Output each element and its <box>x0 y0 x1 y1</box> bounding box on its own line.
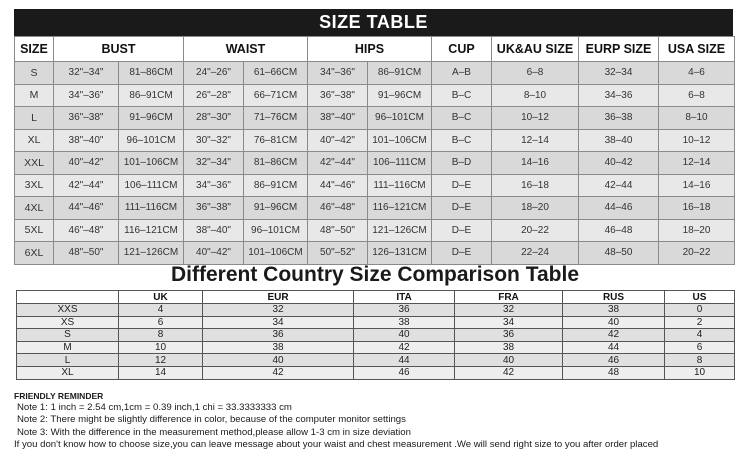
comparison-table-title: Different Country Size Comparison Table <box>171 263 579 286</box>
bust-cm-cell: 91–96CM <box>119 107 184 130</box>
hips-cm-cell: 91–96CM <box>368 84 432 107</box>
ita-cell: 42 <box>354 341 455 354</box>
waist-cm-cell: 96–101CM <box>244 219 308 242</box>
cup-cell: D–E <box>432 174 492 197</box>
notes-section <box>14 391 744 452</box>
note-3: Note 3: With the difference in the measurement method,please allow 1-3 cm in size deviation <box>17 426 411 438</box>
fra-cell: 32 <box>455 304 563 317</box>
usa-size-cell: 16–18 <box>659 197 735 220</box>
header-eur: EUR <box>203 291 354 304</box>
size-label-cell: M <box>17 341 119 354</box>
us-cell: 4 <box>665 329 735 342</box>
usa-size-cell: 20–22 <box>659 242 735 265</box>
size-cell: XXL <box>15 152 54 175</box>
size-table-row <box>15 129 735 152</box>
hips-inch-cell: 48"–50" <box>308 219 368 242</box>
size-table-row <box>15 174 735 197</box>
cup-cell: A–B <box>432 62 492 85</box>
us-cell: 8 <box>665 354 735 367</box>
bust-inch-cell: 48"–50" <box>54 242 119 265</box>
header-fra: FRA <box>455 291 563 304</box>
eur-cell: 36 <box>203 329 354 342</box>
hips-cm-cell: 121–126CM <box>368 219 432 242</box>
comparison-table-row <box>17 304 735 317</box>
header-ita: ITA <box>354 291 455 304</box>
bust-cm-cell: 86–91CM <box>119 84 184 107</box>
eurp-size-cell: 32–34 <box>579 62 659 85</box>
friendly-reminder-heading: FRIENDLY REMINDER <box>14 391 104 401</box>
size-label-cell: XXS <box>17 304 119 317</box>
bust-cm-cell: 81–86CM <box>119 62 184 85</box>
bust-cm-cell: 101–106CM <box>119 152 184 175</box>
size-table-row <box>15 242 735 265</box>
hips-inch-cell: 44"–46" <box>308 174 368 197</box>
waist-inch-cell: 34"–36" <box>184 174 244 197</box>
comparison-table <box>16 290 735 380</box>
usa-size-cell: 14–16 <box>659 174 735 197</box>
bust-inch-cell: 42"–44" <box>54 174 119 197</box>
uk-au-size-cell: 6–8 <box>492 62 579 85</box>
waist-inch-cell: 38"–40" <box>184 219 244 242</box>
fra-cell: 34 <box>455 316 563 329</box>
rus-cell: 38 <box>563 304 665 317</box>
waist-cm-cell: 81–86CM <box>244 152 308 175</box>
hips-inch-cell: 42"–44" <box>308 152 368 175</box>
waist-cm-cell: 61–66CM <box>244 62 308 85</box>
bust-cm-cell: 96–101CM <box>119 129 184 152</box>
eur-cell: 42 <box>203 366 354 379</box>
uk-au-size-cell: 18–20 <box>492 197 579 220</box>
cup-cell: B–C <box>432 84 492 107</box>
us-cell: 2 <box>665 316 735 329</box>
bust-inch-cell: 36"–38" <box>54 107 119 130</box>
rus-cell: 44 <box>563 341 665 354</box>
bust-inch-cell: 32"–34" <box>54 62 119 85</box>
uk-cell: 14 <box>119 366 203 379</box>
bust-cm-cell: 116–121CM <box>119 219 184 242</box>
bust-inch-cell: 46"–48" <box>54 219 119 242</box>
header-rus: RUS <box>563 291 665 304</box>
size-label-cell: S <box>17 329 119 342</box>
hips-cm-cell: 96–101CM <box>368 107 432 130</box>
waist-cm-cell: 91–96CM <box>244 197 308 220</box>
uk-au-size-cell: 22–24 <box>492 242 579 265</box>
waist-cm-cell: 71–76CM <box>244 107 308 130</box>
hips-inch-cell: 46"–48" <box>308 197 368 220</box>
hips-inch-cell: 50"–52" <box>308 242 368 265</box>
waist-cm-cell: 86–91CM <box>244 174 308 197</box>
cup-cell: D–E <box>432 219 492 242</box>
ita-cell: 36 <box>354 304 455 317</box>
size-table-title: SIZE TABLE <box>14 9 733 36</box>
hips-cm-cell: 86–91CM <box>368 62 432 85</box>
uk-au-size-cell: 10–12 <box>492 107 579 130</box>
usa-size-cell: 18–20 <box>659 219 735 242</box>
uk-au-size-cell: 12–14 <box>492 129 579 152</box>
bust-cm-cell: 111–116CM <box>119 197 184 220</box>
usa-size-cell: 12–14 <box>659 152 735 175</box>
uk-au-size-cell: 20–22 <box>492 219 579 242</box>
us-cell: 0 <box>665 304 735 317</box>
rus-cell: 48 <box>563 366 665 379</box>
bust-inch-cell: 40"–42" <box>54 152 119 175</box>
bust-inch-cell: 44"–46" <box>54 197 119 220</box>
waist-inch-cell: 26"–28" <box>184 84 244 107</box>
eurp-size-cell: 46–48 <box>579 219 659 242</box>
fra-cell: 36 <box>455 329 563 342</box>
hips-cm-cell: 106–111CM <box>368 152 432 175</box>
eurp-size-cell: 38–40 <box>579 129 659 152</box>
waist-inch-cell: 24"–26" <box>184 62 244 85</box>
hips-inch-cell: 40"–42" <box>308 129 368 152</box>
ita-cell: 44 <box>354 354 455 367</box>
waist-inch-cell: 30"–32" <box>184 129 244 152</box>
size-table-row <box>15 219 735 242</box>
ita-cell: 46 <box>354 366 455 379</box>
size-label-cell: L <box>17 354 119 367</box>
comparison-table-header <box>17 291 735 304</box>
hips-cm-cell: 101–106CM <box>368 129 432 152</box>
rus-cell: 40 <box>563 316 665 329</box>
fra-cell: 42 <box>455 366 563 379</box>
cup-cell: D–E <box>432 242 492 265</box>
size-cell: 4XL <box>15 197 54 220</box>
eurp-size-cell: 36–38 <box>579 107 659 130</box>
size-table-row <box>15 84 735 107</box>
size-cell: XL <box>15 129 54 152</box>
eurp-size-cell: 40–42 <box>579 152 659 175</box>
fra-cell: 40 <box>455 354 563 367</box>
hips-inch-cell: 34"–36" <box>308 62 368 85</box>
size-table-row <box>15 197 735 220</box>
bust-cm-cell: 121–126CM <box>119 242 184 265</box>
size-cell: 5XL <box>15 219 54 242</box>
header-cup: CUP <box>432 37 492 62</box>
header-bust: BUST <box>54 37 184 62</box>
uk-au-size-cell: 8–10 <box>492 84 579 107</box>
waist-inch-cell: 40"–42" <box>184 242 244 265</box>
uk-cell: 10 <box>119 341 203 354</box>
note-1: Note 1: 1 inch = 2.54 cm,1cm = 0.39 inch,1 chi = 33.3333333 cm <box>17 402 292 413</box>
header-uk: UK <box>119 291 203 304</box>
usa-size-cell: 4–6 <box>659 62 735 85</box>
size-table-header <box>15 37 735 62</box>
ita-cell: 40 <box>354 329 455 342</box>
size-cell: S <box>15 62 54 85</box>
uk-cell: 12 <box>119 354 203 367</box>
eurp-size-cell: 48–50 <box>579 242 659 265</box>
rus-cell: 46 <box>563 354 665 367</box>
waist-inch-cell: 32"–34" <box>184 152 244 175</box>
waist-inch-cell: 36"–38" <box>184 197 244 220</box>
eurp-size-cell: 34–36 <box>579 84 659 107</box>
ita-cell: 38 <box>354 316 455 329</box>
header-size: SIZE <box>15 37 54 62</box>
comparison-table-row <box>17 366 735 379</box>
uk-au-size-cell: 14–16 <box>492 152 579 175</box>
uk-cell: 8 <box>119 329 203 342</box>
comparison-table-row <box>17 316 735 329</box>
comparison-table-row <box>17 341 735 354</box>
fra-cell: 38 <box>455 341 563 354</box>
waist-cm-cell: 76–81CM <box>244 129 308 152</box>
comparison-table-row <box>17 329 735 342</box>
usa-size-cell: 8–10 <box>659 107 735 130</box>
eur-cell: 34 <box>203 316 354 329</box>
eur-cell: 32 <box>203 304 354 317</box>
size-cell: L <box>15 107 54 130</box>
size-cell: M <box>15 84 54 107</box>
comparison-table-row <box>17 354 735 367</box>
header-waist: WAIST <box>184 37 308 62</box>
size-cell: 3XL <box>15 174 54 197</box>
bust-inch-cell: 38"–40" <box>54 129 119 152</box>
bust-cm-cell: 106–111CM <box>119 174 184 197</box>
header-blank <box>17 291 119 304</box>
usa-size-cell: 6–8 <box>659 84 735 107</box>
hips-inch-cell: 36"–38" <box>308 84 368 107</box>
eur-cell: 38 <box>203 341 354 354</box>
cup-cell: B–D <box>432 152 492 175</box>
uk-cell: 4 <box>119 304 203 317</box>
size-table-row <box>15 152 735 175</box>
header-uk-au-size: UK&AU SIZE <box>492 37 579 62</box>
note-2: Note 2: There might be slightly difference in color, because of the computer monitor settings <box>17 414 406 426</box>
usa-size-cell: 10–12 <box>659 129 735 152</box>
header-hips: HIPS <box>308 37 432 62</box>
eurp-size-cell: 42–44 <box>579 174 659 197</box>
waist-cm-cell: 101–106CM <box>244 242 308 265</box>
hips-inch-cell: 38"–40" <box>308 107 368 130</box>
size-cell: 6XL <box>15 242 54 265</box>
hips-cm-cell: 111–116CM <box>368 174 432 197</box>
header-eurp-size: EURP SIZE <box>579 37 659 62</box>
waist-inch-cell: 28"–30" <box>184 107 244 130</box>
us-cell: 10 <box>665 366 735 379</box>
size-table <box>14 36 735 265</box>
cup-cell: D–E <box>432 197 492 220</box>
bust-inch-cell: 34"–36" <box>54 84 119 107</box>
header-us: US <box>665 291 735 304</box>
hips-cm-cell: 126–131CM <box>368 242 432 265</box>
cup-cell: B–C <box>432 129 492 152</box>
uk-au-size-cell: 16–18 <box>492 174 579 197</box>
eurp-size-cell: 44–46 <box>579 197 659 220</box>
size-label-cell: XS <box>17 316 119 329</box>
order-instruction: If you don't know how to choose size,you can leave message about your waist and chest measurement .We will send right size to you after order placed <box>14 439 659 451</box>
eur-cell: 40 <box>203 354 354 367</box>
us-cell: 6 <box>665 341 735 354</box>
uk-cell: 6 <box>119 316 203 329</box>
size-table-row <box>15 62 735 85</box>
size-table-row <box>15 107 735 130</box>
waist-cm-cell: 66–71CM <box>244 84 308 107</box>
hips-cm-cell: 116–121CM <box>368 197 432 220</box>
header-usa-size: USA SIZE <box>659 37 735 62</box>
rus-cell: 42 <box>563 329 665 342</box>
cup-cell: B–C <box>432 107 492 130</box>
size-label-cell: XL <box>17 366 119 379</box>
